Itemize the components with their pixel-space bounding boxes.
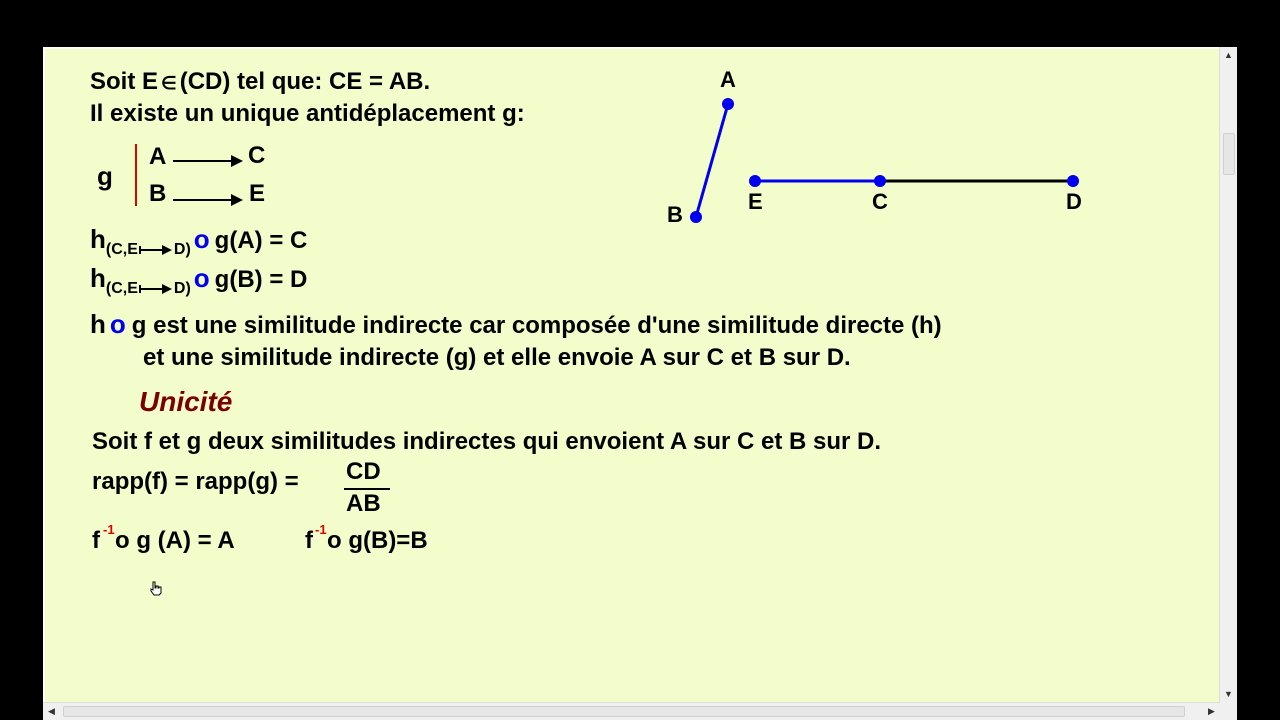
unicite-heading: Unicité	[139, 386, 233, 417]
composition-o: o	[193, 224, 210, 254]
label-d: D	[1066, 189, 1082, 214]
point-b	[690, 211, 702, 223]
inverse-eq-1-f: f	[92, 527, 100, 554]
document-window	[43, 47, 1237, 720]
label-a: A	[720, 67, 736, 92]
document-page	[45, 49, 1220, 703]
composition-line-2	[90, 263, 307, 303]
scroll-left-icon[interactable]: ◀	[48, 706, 55, 716]
statement-line-1	[90, 68, 430, 96]
inverse-eq-1-rest: o g (A) = A	[115, 527, 235, 554]
composition-line-1	[90, 224, 307, 264]
scroll-down-icon[interactable]: ▼	[1224, 689, 1233, 699]
composition-subscript-open: (C,E	[105, 241, 138, 258]
composition-subscript-close: D)	[173, 280, 191, 297]
hog-line-1	[90, 309, 942, 340]
segment-ab	[696, 104, 728, 217]
mapping-bar	[135, 144, 137, 206]
inverse-eq-2-sup: -1	[315, 522, 327, 537]
horizontal-scrollbar[interactable]	[43, 702, 1220, 720]
mapsto-arrow-icon	[138, 281, 174, 295]
mapping-arrow-1-icon	[173, 153, 245, 167]
inverse-eq-2-f: f	[305, 527, 313, 554]
statement-soit-e: Soit E	[90, 68, 159, 95]
mapping-to-2: E	[249, 180, 266, 207]
composition-subscript-close: D)	[173, 241, 191, 258]
composition-o: o	[193, 263, 210, 293]
vertical-scroll-thumb[interactable]	[1223, 133, 1235, 175]
point-d	[1067, 175, 1079, 187]
hog-h: h	[90, 309, 106, 339]
composition-h: h	[90, 224, 106, 254]
point-e	[749, 175, 761, 187]
mapping-arrow-2-icon	[173, 192, 245, 206]
inverse-eq-1-sup: -1	[103, 522, 115, 537]
mapping-from-1: A	[149, 143, 167, 170]
hog-line-2: et une similitude indirecte (g) et elle envoie A sur C et B sur D.	[143, 344, 851, 371]
mapping-g-label: g	[97, 161, 113, 191]
composition-subscript-open: (C,E	[105, 280, 138, 297]
fraction-numerator: CD	[346, 458, 381, 485]
mapping-to-1: C	[248, 142, 266, 169]
label-c: C	[872, 189, 888, 214]
hand-cursor-icon	[150, 581, 162, 596]
unicite-soit: Soit f et g deux similitudes indirectes qui envoient A sur C et B sur D.	[92, 428, 882, 455]
hog-text-1: g est une similitude indirecte car composée d'une similitude directe (h)	[131, 312, 942, 339]
label-e: E	[748, 189, 763, 214]
point-c	[874, 175, 886, 187]
vertical-scrollbar[interactable]	[1219, 47, 1237, 703]
fraction-denominator: AB	[346, 490, 381, 517]
scroll-right-icon[interactable]: ▶	[1208, 706, 1215, 716]
mapsto-arrow-icon	[138, 242, 174, 256]
horizontal-scroll-thumb[interactable]	[63, 706, 1185, 717]
composition-h: h	[90, 263, 106, 293]
label-b: B	[667, 202, 683, 227]
rapp-equation: rapp(f) = rapp(g) =	[92, 468, 299, 495]
scroll-up-icon[interactable]: ▲	[1224, 50, 1233, 60]
statement-line-2: Il existe un unique antidéplacement g:	[90, 100, 525, 127]
composition-rest: g(B) = D	[214, 266, 308, 293]
composition-rest: g(A) = C	[214, 227, 308, 254]
statement-rest: (CD) tel que: CE = AB.	[179, 68, 431, 95]
point-a	[722, 98, 734, 110]
hog-o: o	[109, 309, 126, 339]
geometry-figure	[645, 59, 1105, 259]
mapping-from-2: B	[149, 180, 167, 207]
element-of-symbol: ∈	[161, 73, 177, 93]
scrollbar-corner	[1220, 703, 1237, 720]
inverse-eq-2-rest: o g(B)=B	[327, 527, 428, 554]
